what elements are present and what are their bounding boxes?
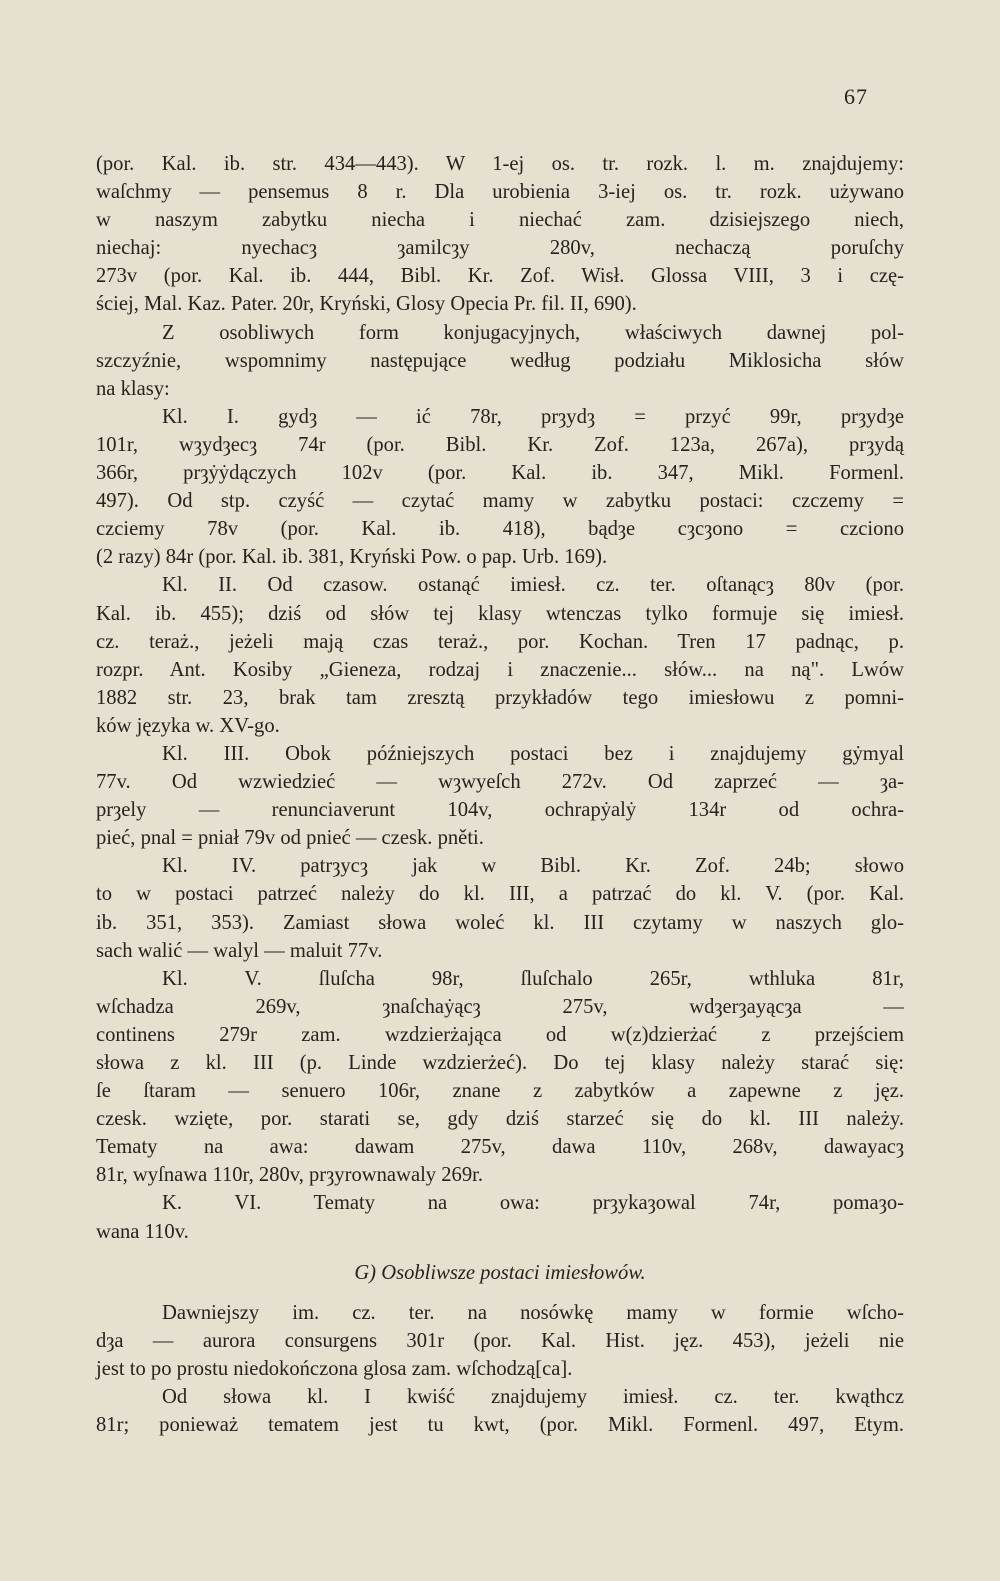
text-line: w naszym zabytku niecha i niechać zam. dzisiejszego niech, [96,209,904,232]
text-line: jest to po prostu niedokończona glosa zam. wſchodzą[ca]. [96,1357,573,1380]
text-line: ib. 351, 353). Zamiast słowa woleć kl. III czytamy w naszych glo- [96,911,904,934]
text-line: waſchmy — pensemus 8 r. Dla urobienia 3-iej os. tr. rozk. używano [96,181,904,204]
text-line: Kl. II. Od czasow. ostanąć imiesł. cz. ter. oſtanącȝ 80v (por. [162,574,904,597]
text-line: Kl. I. gydȝ — ić 78r, prȝydȝ = przyć 99r, prȝydȝe [162,405,904,428]
text-line: na klasy: [96,377,170,400]
text-line: 81r; ponieważ tematem jest tu kwt, (por. Mikl. Formenl. 497, Etym. [96,1414,904,1437]
text-line: słowa z kl. III (p. Linde wzdzierżeć). Do tej klasy należy starać się: [96,1052,904,1074]
text-line: (por. Kal. ib. str. 434—443). W 1-ej os. tr. rozk. l. m. znajdujemy: [96,153,904,175]
text-line: szczyźnie, wspomnimy następujące według podziału Miklosicha słów [96,349,904,372]
text-line: continens 279r zam. wzdzierżająca od w(z)dzierżać z przejściem [96,1023,904,1046]
text-line: wſchadza 269v, ȝnaſchaẏącȝ 275v, wdȝerȝayącȝa — [96,995,904,1018]
page-number: 67 [844,84,868,109]
text-line: czesk. wzięte, por. starati se, gdy dziś starzeć się do kl. III należy. [96,1108,904,1131]
text-line: K. VI. Tematy na owa: prȝykaȝowal 74r, pomaȝo- [162,1192,904,1215]
text-line: sach walić — walyl — maluit 77v. [96,939,383,962]
body-text [96,150,904,1439]
text-line: Od słowa kl. I kwiść znajdujemy imiesł. cz. ter. kwąthcz [162,1386,904,1409]
text-line: Z osobliwych form konjugacyjnych, właściwych dawnej pol- [162,321,904,344]
text-line: 1882 str. 23, brak tam zresztą przykładów tego imiesłowu z pomni- [96,686,904,709]
text-line: rozpr. Ant. Kosiby „Gieneza, rodzaj i znaczenie... słów... na ną". Lwów [96,658,904,681]
text-line: 81r, wyſnawa 110r, 280v, prȝyrownawaly 269r. [96,1164,484,1187]
text-line: 497). Od stp. czyść — czytać mamy w zabytku postaci: czczemy = [96,490,904,513]
text-line: ſe ſtaram — senuero 106r, znane z zabytków a zapewne z jęz. [96,1080,904,1103]
text-line: 101r, wȝydȝecȝ 74r (por. Bibl. Kr. Zof. 123a, 267a), prȝydą [96,433,904,456]
text-line: 273v (por. Kal. ib. 444, Bibl. Kr. Zof. Wisł. Glossa VIII, 3 i czę- [96,265,904,288]
text-line: 77v. Od wzwiedzieć — wȝwyeſch 272v. Od zaprzeć — ȝa- [96,771,904,794]
text-line: Kl. V. ſluſcha 98r, ſluſchalo 265r, wthluka 81r, [162,967,904,990]
section-heading: G) Osobliwsze postaci imiesłowów. [354,1261,646,1284]
text-line: Kl. III. Obok późniejszych postaci bez i znajdujemy gẏmyal [162,742,904,765]
text-line: Dawniejszy im. cz. ter. na nosówkę mamy w formie wſcho- [162,1301,904,1324]
text-line: Kal. ib. 455); dziś od słów tej klasy wtenczas tylko formuje się imiesł. [96,602,904,625]
text-line: prȝely — renunciaverunt 104v, ochrapẏalẏ 134r od ochra- [96,799,904,822]
text-line: (2 razy) 84r (por. Kal. ib. 381, Kryński Pow. o pap. Urb. 169). [96,546,608,569]
text-line: ściej, Mal. Kaz. Pater. 20r, Kryński, Glosy Opecia Pr. fil. II, 690). [96,293,637,316]
text-line: dȝa — aurora consurgens 301r (por. Kal. Hist. jęz. 453), jeżeli nie [96,1329,904,1352]
text-line: to w postaci patrzeć należy do kl. III, a patrzać do kl. V. (por. Kal. [96,883,904,906]
text-line: wana 110v. [96,1220,189,1243]
text-line: Tematy na awa: dawam 275v, dawa 110v, 268v, dawayacȝ [96,1136,904,1159]
text-line: Kl. IV. patrȝycȝ jak w Bibl. Kr. Zof. 24b; słowo [162,855,904,878]
text-line: cz. teraż., jeżeli mają czas teraż., por. Kochan. Tren 17 padnąc, p. [96,630,904,653]
text-line: pieć, pnal = pniał 79v od pnieć — czesk. pněti. [96,827,484,850]
text-line: 366r, prȝẏẏdączych 102v (por. Kal. ib. 347, Mikl. Formenl. [96,462,904,485]
text-line: czciemy 78v (por. Kal. ib. 418), bądȝe cȝcȝono = czciono [96,518,904,541]
text-line: ków języka w. XV-go. [96,714,280,737]
text-line: niechaj: nyechacȝ ȝamilcȝy 280v, nechaczą poruſchy [96,237,904,260]
